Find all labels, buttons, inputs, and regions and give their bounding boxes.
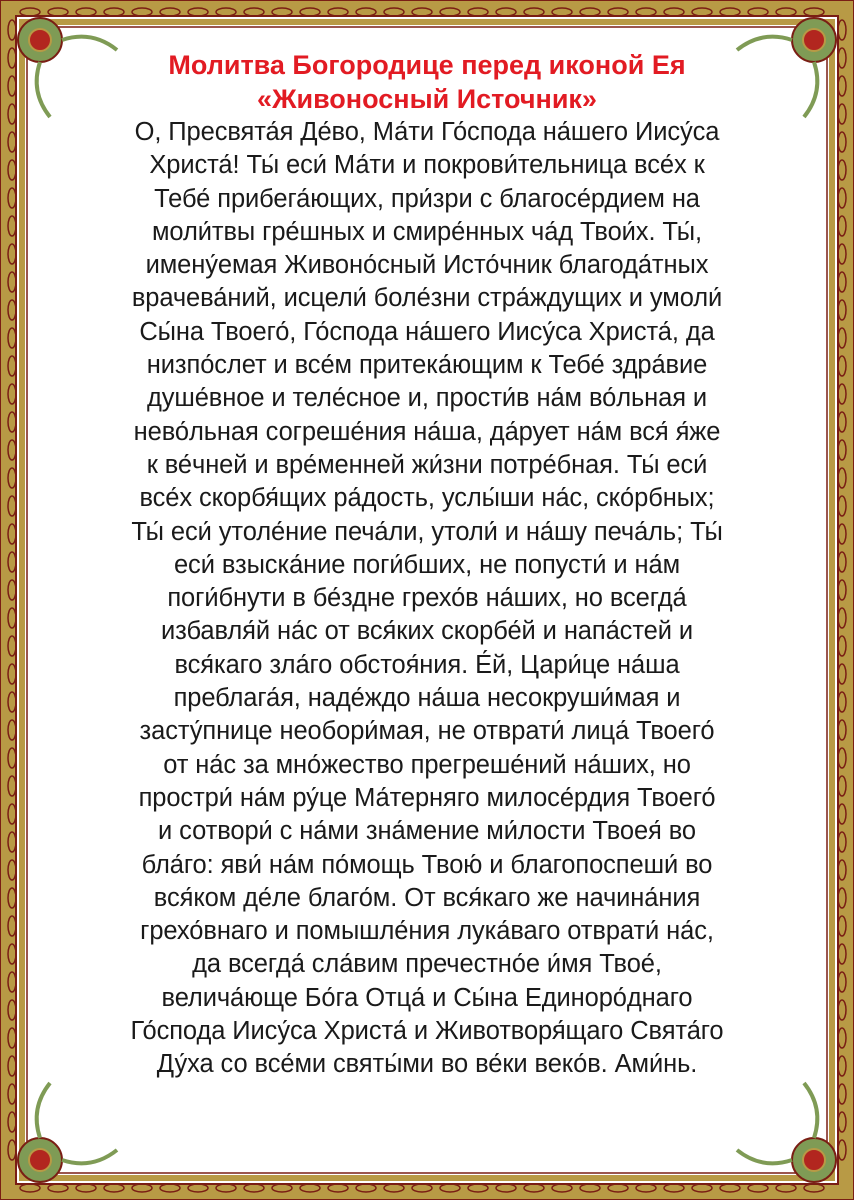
text-line: низпо́слет и все́м притека́ющим к Тебе́ здра́вие	[146, 351, 708, 380]
text-line: врачева́ний, исцели́ боле́зни стра́ждущих и умоли́	[131, 284, 723, 313]
prayer-title	[70, 48, 784, 116]
text-line: вся́ком де́ле благо́м. От вся́каго же начина́ния	[153, 883, 701, 912]
corner-vine	[804, 1083, 817, 1138]
text-line: моли́твы гре́шных и смире́нных ча́д Твои́х. Ты́,	[152, 217, 702, 246]
text-line: вся́каго зла́го обстоя́ния. Е́й, Цари́це на́ша	[174, 650, 680, 679]
text-line: Ду́ха со все́ми святы́ми во ве́ки веко́в. Ами́нь.	[156, 1050, 698, 1079]
text-line: нево́льная согреше́ния на́ша, да́рует на́м вся́ я́же	[133, 417, 721, 446]
text-line: да всегда́ сла́вим пречестно́е и́мя Твое́,	[192, 950, 662, 979]
prayer-text	[70, 116, 784, 1082]
corner-rosette-center	[29, 29, 51, 51]
text-line: простри́ на́м ру́це Ма́терняго милосе́рдия Твоего́	[138, 783, 716, 812]
text-line: Го́спода Иису́са Христа́ и Животворя́щаго Свята́го	[130, 1017, 724, 1046]
prayer-content	[70, 48, 784, 1082]
text-line: и сотвори́ с на́ми зна́мение ми́лости Твоея́ во	[158, 817, 696, 846]
text-line: Тебе́ прибега́ющих, при́зри с благосе́рдием на	[154, 184, 700, 213]
text-line: бла́го: яви́ на́м по́мощь Твою́ и благопоспеши́ во	[141, 850, 713, 879]
corner-rosette-center	[29, 1149, 51, 1171]
text-line: имену́емая Живоно́сный Исто́чник благода́тных	[145, 251, 709, 280]
text-line: грехо́внаго и помышле́ния лука́ваго отврати́ на́с,	[140, 917, 714, 946]
corner-vine	[737, 1150, 792, 1163]
title-line: «Живоносный Источник»	[257, 84, 597, 114]
text-line: преблага́я, наде́ждо на́ша несокруши́мая и	[173, 684, 681, 713]
text-line: засту́пнице необори́мая, не отврати́ лица́ Твоего́	[139, 717, 715, 746]
text-line: избавля́й на́с от вся́ких скорбе́й и напа́стей и	[161, 617, 693, 646]
text-line: Сы́на Твоего́, Го́спода на́шего Иису́са Христа́, да	[139, 317, 715, 346]
text-line: Ты́ еси́ утоле́ние печа́ли, утоли́ и на́шу печа́ль; Ты́	[131, 517, 723, 546]
text-line: душе́вное и теле́сное и, прости́в на́м во́льная и	[146, 384, 708, 413]
text-line: все́х скорбя́щих ра́дость, услы́ши на́с, ско́рбных;	[139, 484, 715, 513]
text-line: О, Пресвята́я Де́во, Ма́ти Го́спода на́шего Иису́са	[134, 118, 720, 146]
corner-vine	[804, 62, 817, 117]
corner-vine	[37, 62, 50, 117]
text-line: велича́юще Бо́га Отца́ и Сы́на Единоро́днаго	[161, 983, 693, 1012]
corner-vine	[37, 1083, 50, 1138]
text-line: еси́ взыска́ние поги́бших, не попусти́ и на́м	[173, 550, 681, 579]
text-line: к ве́чней и вре́менней жи́зни потре́бная. Ты́ еси́	[146, 450, 708, 479]
title-line: Молитва Богородице перед иконой Ея	[168, 50, 686, 80]
text-line: Христа́! Ты́ еси́ Ма́ти и покрови́тельница все́х к	[149, 151, 705, 180]
corner-rosette-center	[803, 29, 825, 51]
text-line: поги́бнути в бе́здне грехо́в на́ших, но всегда́	[167, 584, 687, 613]
corner-rosette-center	[803, 1149, 825, 1171]
text-line: от на́с за мно́жество прегреше́ний на́ших, но	[163, 750, 691, 779]
corner-vine	[62, 1150, 117, 1163]
